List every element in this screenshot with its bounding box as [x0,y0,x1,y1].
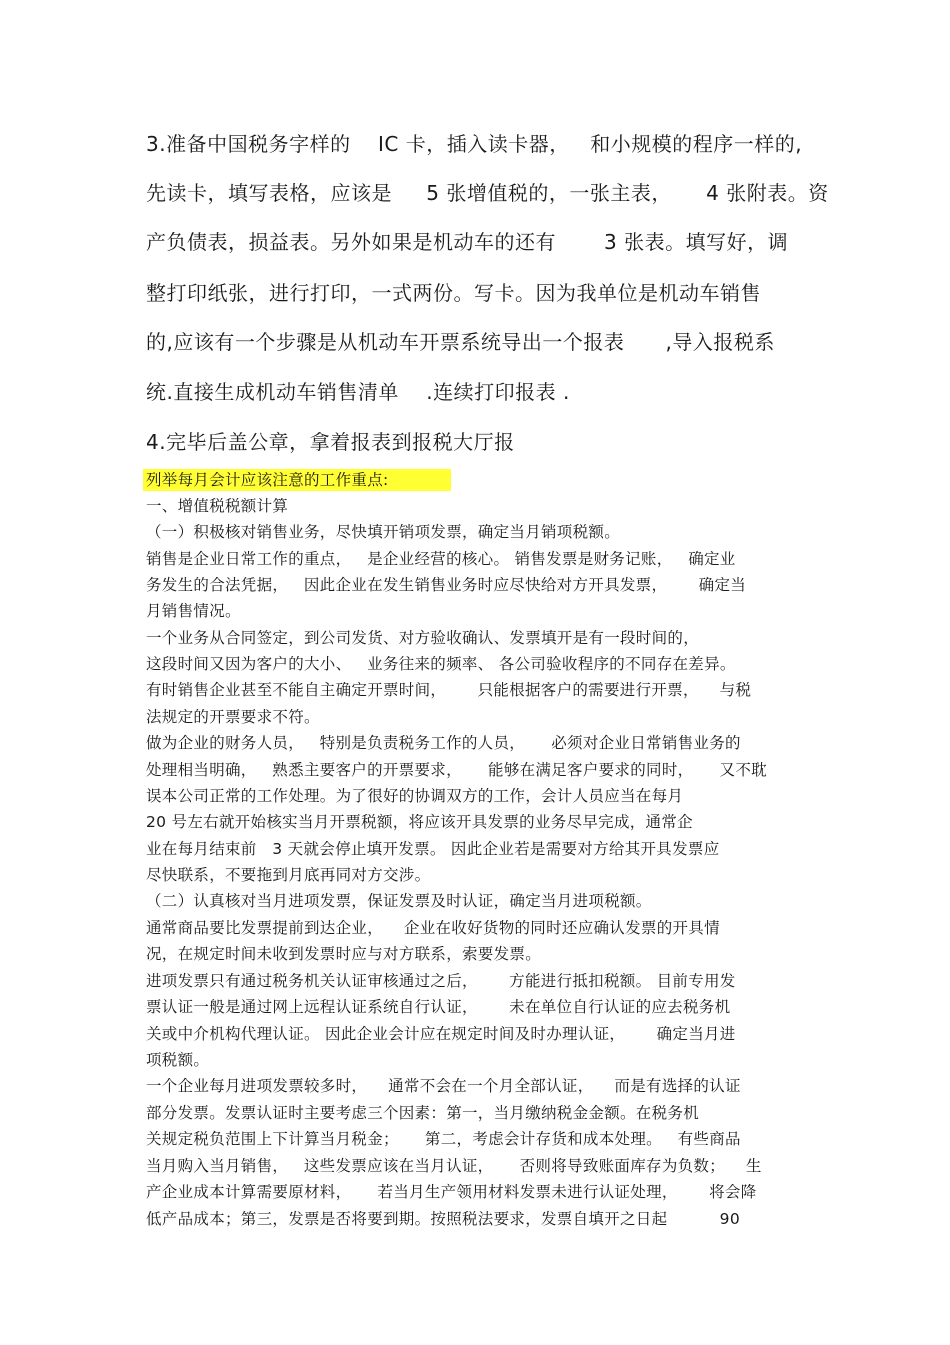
body-line: 票认证一般是通过网上远程认证系统自行认证， 未在单位自行认证的应去税务机 [146,998,731,1016]
body-line: 尽快联系，不要拖到月底再同对方交涉。 [146,866,431,884]
body-line: 关或中介机构代理认证。 因此企业会计应在规定时间及时办理认证， 确定当月进 [146,1025,736,1043]
body-line: 20 号左右就开始核实当月开票税额，将应该开具发票的业务尽早完成，通常企 [146,813,693,831]
body-line: 一个业务从合同签定，到公司发货、对方验收确认、发票填开是有一段时间的， [146,629,700,647]
body-line: 一个企业每月进项发票较多时， 通常不会在一个月全部认证， 而是有选择的认证 [146,1077,741,1095]
body-line: 处理相当明确， 熟悉主要客户的开票要求， 能够在满足客户要求的同时， 又不耽 [146,761,767,779]
paragraph-line-7: 4.完毕后盖公章，拿着报表到报税大厅报 [146,430,515,454]
body-line: 通常商品要比发票提前到达企业， 企业在收好货物的同时还应确认发票的开具情 [146,919,720,937]
body-line: 部分发票。发票认证时主要考虑三个因素：第一，当月缴纳税金金额。在税务机 [146,1104,700,1122]
paragraph-line-1: 3.准备中国税务字样的 IC 卡，插入读卡器， 和小规模的程序一样的, [146,132,803,156]
body-line: 低产品成本；第三，发票是否将要到期。按照税法要求，发票自填开之日起 90 [146,1210,740,1228]
body-line: （一）积极核对销售业务，尽快填开销项发票，确定当月销项税额。 [146,523,621,541]
body-line: 况，在规定时间未收到发票时应与对方联系，索要发票。 [146,945,542,963]
paragraph-line-2: 先读卡，填写表格，应该是 5 张增值税的，一张主表， 4 张附表。资 [146,181,829,205]
body-line: 业在每月结束前 3 天就会停止填开发票。 因此企业若是需要对方给其开具发票应 [146,840,720,858]
body-line: 有时销售企业甚至不能自主确定开票时间， 只能根据客户的需要进行开票， 与税 [146,681,752,699]
body-line: 当月购入当月销售， 这些发票应该在当月认证， 否则将导致账面库存为负数； 生 [146,1157,762,1175]
paragraph-line-4: 整打印纸张，进行打印，一式两份。写卡。因为我单位是机动车销售 [146,281,761,305]
body-line: 销售是企业日常工作的重点， 是企业经营的核心。 销售发票是财务记账， 确定业 [146,550,736,568]
highlight-title: 列举每月会计应该注意的工作重点: [146,471,389,489]
body-line: 这段时间又因为客户的大小、 业务往来的频率、 各公司验收程序的不同存在差异。 [146,655,736,673]
body-line: 法规定的开票要求不符。 [146,708,320,726]
paragraph-line-5: 的,应该有一个步骤是从机动车开票系统导出一个报表 ,导入报税系 [146,330,775,354]
body-line: 误本公司正常的工作处理。为了很好的协调双方的工作，会计人员应当在每月 [146,787,684,805]
body-line: （二）认真核对当月进项发票，保证发票及时认证，确定当月进项税额。 [146,892,652,910]
body-line: 关规定税负范围上下计算当月税金； 第二，考虑会计存货和成本处理。 有些商品 [146,1130,741,1148]
body-line: 进项发票只有通过税务机关认证审核通过之后， 方能进行抵扣税额。 目前专用发 [146,972,736,990]
body-line: 务发生的合法凭据， 因此企业在发生销售业务时应尽快给对方开具发票， 确定当 [146,576,747,594]
body-line: 月销售情况。 [146,602,241,620]
body-line: 一、增值税税额计算 [146,497,289,515]
body-line: 做为企业的财务人员， 特别是负责税务工作的人员， 必须对企业日常销售业务的 [146,734,741,752]
paragraph-line-6: 统.直接生成机动车销售清单 .连续打印报表 . [146,380,570,404]
body-line: 项税额。 [146,1051,210,1069]
paragraph-line-3: 产负债表，损益表。另外如果是机动车的还有 3 张表。填写好，调 [146,230,789,254]
body-line: 产企业成本计算需要原材料， 若当月生产领用材料发票未进行认证处理， 将会降 [146,1183,757,1201]
